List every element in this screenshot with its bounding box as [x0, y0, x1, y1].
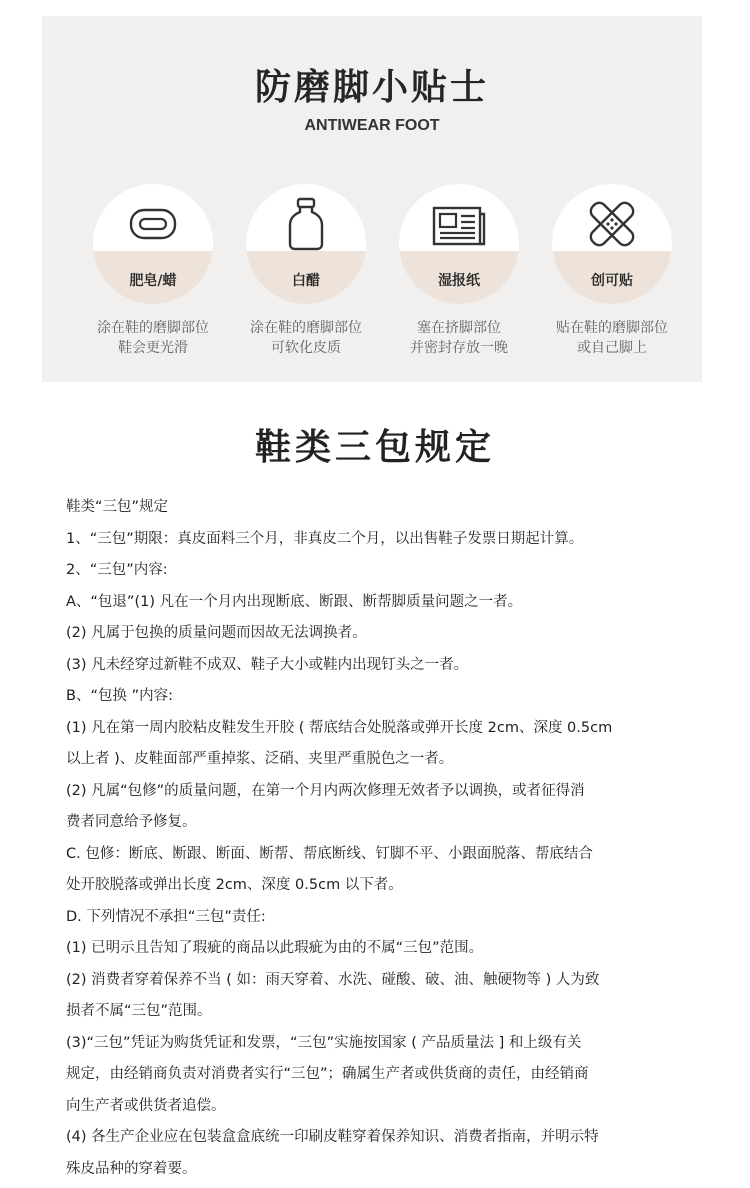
tip-label: 白醋	[292, 273, 320, 289]
tip-label: 肥皂/蜡	[129, 273, 177, 289]
tip-soap	[76, 184, 230, 358]
rules-line: (1) 凡在第一周内胶粘皮鞋发生开胶 ( 帮底结合处脱落或弹开长度 2cm、深度 0.5cm	[66, 719, 613, 736]
soap-icon	[128, 202, 178, 246]
rules-body	[66, 492, 686, 1185]
newspaper-icon	[431, 204, 487, 248]
rules-line: (1) 已明示且告知了瑕疵的商品以此瑕疵为由的不属“三包”范围。	[66, 940, 484, 956]
tip-label: 创可贴	[591, 273, 633, 289]
tip-description: 涂在鞋的磨脚部位 可软化皮质	[250, 320, 362, 356]
rules-line: (2) 消费者穿着保养不当 ( 如：雨天穿着、水洗、碰酸、破、油、触硬物等 ) 人为致	[66, 971, 600, 988]
rules-line: 2、“三包”内容:	[66, 562, 168, 578]
rules-line: 1、“三包”期限：真皮面料三个月，非真皮二个月，以出售鞋子发票日期起计算。	[66, 530, 584, 547]
rules-line: 规定，由经销商负责对消费者实行“三包”；确属生产者或供货商的责任，由经销商	[66, 1066, 589, 1082]
rules-line: (2) 凡属于包换的质量问题而因故无法调换者。	[66, 625, 367, 641]
rules-line: 处开胶脱落或弹出长度 2cm、深度 0.5cm 以下者。	[66, 877, 403, 893]
tip-circle	[93, 184, 213, 304]
anti-wear-tips-panel	[42, 16, 702, 382]
tips-title: 防磨脚小贴士	[254, 67, 489, 108]
rules-line: 向生产者或供货者追偿。	[66, 1097, 226, 1114]
rules-line: A、“包退”(1) 凡在一个月内出现断底、断跟、断帮脚质量问题之一者。	[66, 593, 523, 610]
tip-vinegar	[229, 184, 383, 358]
rules-line: 鞋类“三包”规定	[66, 499, 169, 515]
tip-circle	[552, 184, 672, 304]
tip-description: 涂在鞋的磨脚部位 鞋会更光滑	[97, 320, 209, 356]
rules-line: 以上者 )、皮鞋面部严重掉浆、泛硝、夹里严重脱色之一者。	[66, 751, 454, 767]
rules-line: 损者不属“三包”范围。	[66, 1003, 212, 1019]
rules-line: B、“包换 ”内容:	[66, 688, 173, 704]
tip-newspaper	[382, 184, 536, 358]
rules-line: 费者同意给予修复。	[66, 814, 197, 830]
tip-label: 湿报纸	[438, 273, 480, 289]
rules-line: 殊皮品种的穿着要。	[66, 1160, 197, 1177]
rules-line: (2) 凡属“包修”的质量问题，在第一个月内两次修理无效者予以调换，或者征得消	[66, 782, 585, 799]
tip-description: 塞在挤脚部位 并密封存放一晚	[410, 320, 508, 356]
rules-line: (4) 各生产企业应在包装盒盒底统一印刷皮鞋穿着保养知识、消费者指南，并明示特	[66, 1129, 599, 1145]
rules-line: (3) 凡未经穿过新鞋不成双、鞋子大小或鞋内出现钉头之一者。	[66, 656, 469, 673]
tip-circle	[399, 184, 519, 304]
tip-circle	[246, 184, 366, 304]
rules-line: D. 下列情况不承担“三包”责任:	[66, 908, 266, 925]
rules-title: 鞋类三包规定	[254, 427, 495, 468]
tip-description: 贴在鞋的磨脚部位 或自己脚上	[556, 320, 668, 356]
rules-line: (3)“三包”凭证为购货凭证和发票，“三包”实施按国家 ( 产品质量法 ] 和上级有关	[66, 1034, 582, 1051]
rules-line: C. 包修：断底、断跟、断面、断帮、帮底断线、钉脚不平、小跟面脱落、帮底结合	[66, 845, 593, 862]
vinegar-bottle-icon	[281, 196, 331, 252]
bandage-icon	[584, 196, 640, 252]
tips-subtitle: ANTIWEAR FOOT	[304, 117, 440, 134]
tip-bandage	[535, 184, 689, 358]
